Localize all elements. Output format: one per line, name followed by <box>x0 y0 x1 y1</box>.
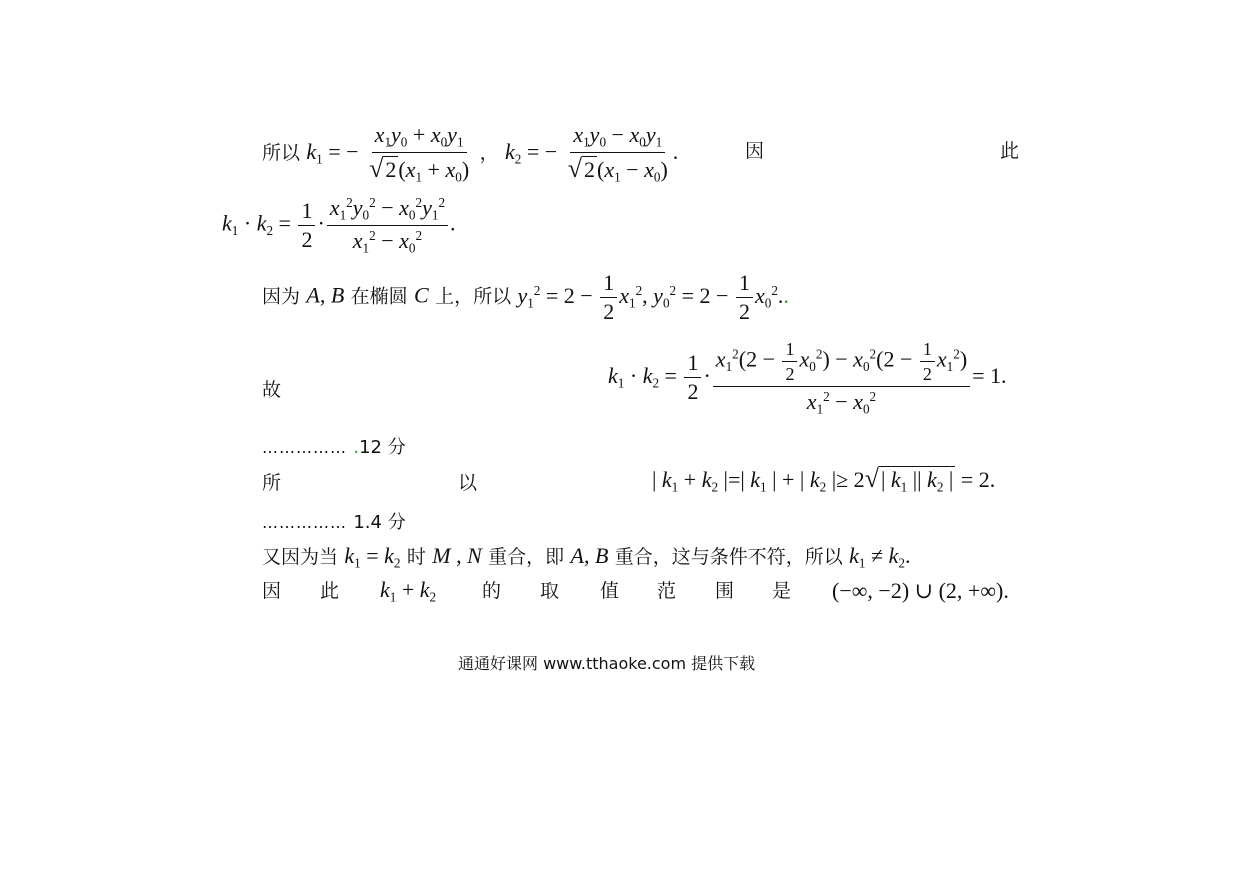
text-ci: 此 <box>1000 140 1020 162</box>
fraction-half-5: $\frac{1}{2}$ <box>782 340 797 383</box>
fraction-k1: $\frac{x_1y_0 + x_0y_1}{√2(x_1 + x_0)}$ <box>369 122 470 185</box>
score-dots: …………… <box>262 438 347 457</box>
math-k1-plus-k2: $k_1 + k_2$ <box>380 577 437 605</box>
math-k2-def: $k_2$ = − $\frac{x_1y_0 - x_0y_1}{√2(x_1 - x_0)}$ . <box>505 122 679 185</box>
fraction-half-2: $\frac{1}{2}$ <box>600 272 617 323</box>
text-shi: 时 <box>406 546 426 568</box>
text-chonghe-ji: 重合，即 <box>488 546 565 568</box>
fraction-half-4: $\frac{1}{2}$ <box>684 352 701 403</box>
text-yinwei: 因为 <box>262 285 301 308</box>
l7-char-1: 此 <box>320 580 340 602</box>
l7-char-5: 范 <box>657 580 677 602</box>
text-zai-tuoyuan: 在椭圆 <box>350 285 408 308</box>
l7-char-0: 因 <box>262 580 282 602</box>
math-abs-inequality: | $k_1 + k_2$ |=| $k_1$ | + | $k_2$ |≥ 2√| $k_1$ || $k_2$ | = 2. <box>652 464 996 495</box>
math-range-result: (−∞, −2) ∪ (2, +∞). <box>832 578 1009 603</box>
score-line-14 <box>262 511 406 532</box>
math-k1-neq-k2: $k_1 \ne k_2$. <box>849 543 911 571</box>
l7-char-2: 的 <box>482 580 502 602</box>
l7-char-6: 围 <box>715 580 735 602</box>
text-suoyi: 所以 <box>262 141 301 164</box>
fraction-k2: $\frac{x_1y_0 - x_0y_1}{√2(x_1 - x_0)}$ <box>567 122 668 185</box>
fraction-half-3: $\frac{1}{2}$ <box>736 272 753 323</box>
math-ab-2: A, B <box>570 543 609 568</box>
line-coincide-condition <box>262 545 910 570</box>
fraction-half-6: $\frac{1}{2}$ <box>920 340 935 383</box>
math-ab: A, B <box>306 282 345 308</box>
math-k1k2-equals-one: $k_1 \cdot k_2$ = $\frac{1}{2}$ · $x_1^2(2$ − $\frac{1}{2}$ $x_0^2) - x_0^2(2$ − $\frac{1}{2}$ $x_1^2$) $x_1^2 - x_0^2$ = 1. <box>608 339 1007 417</box>
text-chonghe-conclusion: 重合，这与条件不符，所以 <box>614 546 843 568</box>
score-line-12: …………… .12 分 <box>262 437 406 458</box>
score-12: 12 分 <box>359 437 406 458</box>
fraction-half: $\frac{1}{2}$ <box>298 200 315 251</box>
math-k1-def: $k_1$ = − $\frac{x_1y_0 + x_0y_1}{√2(x_1 + x_0)}$ <box>306 139 479 164</box>
l7-char-4: 值 <box>600 580 620 602</box>
text-yin: 因 <box>745 140 765 162</box>
text-suo: 所 <box>262 472 282 494</box>
footer-download-note: 通通好课网 www.tthaoke.com 提供下载 <box>458 654 756 673</box>
l7-char-3: 取 <box>540 580 560 602</box>
fraction-substituted: $x_1^2(2$ − $\frac{1}{2}$ $x_0^2) - x_0^2(2$ − $\frac{1}{2}$ $x_1^2$) $x_1^2 - x_0^2$ <box>713 340 970 416</box>
math-y-squared: $y_1^2 = 2$ − $\frac{1}{2}$ $x_1^2$, $y_0^2 = 2$ − $\frac{1}{2}$ $x_0^2$.. <box>517 270 789 324</box>
score-14: 1.4 分 <box>353 512 406 533</box>
math-k1k2-product: $k_1 \cdot k_2$ = $\frac{1}{2}$ · $\frac{x_1^2y_0^2 - x_0^2y_1^2}{x_1^2 - x_0^2}$ . <box>222 194 456 256</box>
math-k1-eq-k2: $k_1 = k_2$ <box>344 543 401 571</box>
fraction-product: $\frac{x_1^2y_0^2 - x_0^2y_1^2}{x_1^2 - x_0^2}$ <box>327 196 448 254</box>
l7-char-7: 是 <box>772 580 792 602</box>
line-k1-k2-expressions <box>262 124 678 184</box>
text-shang-suoyi: 上，所以 <box>435 285 512 308</box>
text-comma: ， <box>479 141 499 164</box>
text-youyinwei: 又因为当 <box>262 546 339 568</box>
math-mn: M , N <box>432 543 482 568</box>
score-dots-2: …………… <box>262 513 347 532</box>
math-c: C <box>414 282 429 308</box>
line-ellipse-condition <box>262 272 789 323</box>
text-yi: 以 <box>458 472 478 494</box>
text-gu: 故 <box>262 379 282 401</box>
